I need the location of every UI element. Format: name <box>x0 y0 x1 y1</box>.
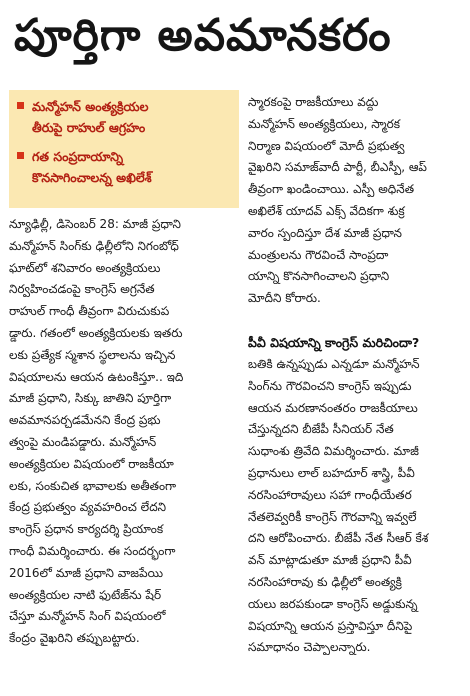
article-line: కేంద్ర ప్రభుత్వం వ్యవహరించ లేదని <box>9 500 167 515</box>
article-line: ఘాట్‌లో శనివారం అంత్యక్రియలు <box>9 260 161 275</box>
highlight-item <box>9 140 239 190</box>
article-line: తీవ్రంగా ఖండించాయి. ఎస్పీ అధినేత <box>248 182 415 197</box>
article-line: కేంద్రం వైఖరిని తప్పుబట్టారు. <box>9 631 140 646</box>
article-line: సమాధానం చెప్పాలన్నారు. <box>248 640 371 655</box>
article-line: గాంధీ విమర్శించారు. ఈ సందర్భంగా <box>9 543 176 558</box>
bullet-icon <box>17 102 24 109</box>
article-line: చేస్తూ మన్మోహన్ సింగ్ విషయంలో <box>9 609 166 624</box>
article-line: విషయాలను ఆయన ఉటంకిస్తూ.. ఇది <box>9 369 184 384</box>
article-line: వన్ మాట్లాడుతూ మాజీ ప్రధాని పీవీ <box>248 553 412 568</box>
subheading: పీవీ విషయాన్ని కాంగ్రెస్ మరిచిందా? <box>248 334 420 350</box>
highlights-box <box>9 90 239 208</box>
right-column-top <box>248 92 464 310</box>
article-line: సుధాంశు త్రివేది విమర్శించారు. మాజీ <box>248 444 419 459</box>
article-right-column <box>248 92 464 659</box>
article-line: బతికి ఉన్నప్పుడు ఎన్నడూ మన్మోహన్ <box>248 356 420 371</box>
article-line: లకు ప్రత్యేక స్మశాన స్థలాలను ఇచ్చిన <box>9 347 176 362</box>
article-line: అఖిలేశ్ యాదవ్ ఎక్స్ వేదికగా శుక్ర <box>248 203 405 218</box>
right-column-bottom <box>248 354 464 659</box>
highlight-item <box>9 90 239 140</box>
article-line: నిర్వహించడంపై కాంగ్రెస్ అగ్రనేత <box>9 282 155 297</box>
bullet-icon <box>17 152 24 159</box>
headline: పూర్తిగా అవమానకరం <box>14 10 392 61</box>
article-line: డ్డారు. గతంలో అంత్యక్రియలకు ఇతరు <box>9 325 183 340</box>
article-line: నరసింహారావు కు ఢిల్లీలో అంత్యక్రి <box>248 574 402 589</box>
article-line: త్వంపై మండిపడ్డారు. మన్మోహన్ <box>9 434 157 449</box>
article-line: యలు జరపకుండా కాంగ్రెస్ అడ్డుకున్న <box>248 596 418 611</box>
article-line: అంత్యక్రియల విషయంలో రాజకీయా <box>9 456 174 471</box>
article-line: న్యూఢిల్లీ, డిసెంబర్ 28: మాజీ ప్రధాని <box>9 217 181 231</box>
article-line: సింగ్‌ను గౌరవించని కాంగ్రెస్ ఇప్పుడు <box>248 378 412 393</box>
article-line: ప్రధానులు లాల్ బహదూర్ శాస్త్రి, పీవీ <box>248 465 415 480</box>
article-line: 2016లో మాజీ ప్రధాని వాజపేయి <box>9 565 164 580</box>
article-line: నరసింహారావులు సహా గాంధీయేతర <box>248 487 412 502</box>
article-line: కాంగ్రెస్ ప్రధాన కార్యదర్శి ప్రియాంక <box>9 522 164 537</box>
article-line: దని ఆరోపించారు. బీజేపీ నేత సీఆర్ కేశ <box>248 531 429 546</box>
highlight-text: మన్మోహన్ అంత్యక్రియల తీరుపై రాహుల్ ఆగ్రహం <box>32 99 149 135</box>
article-line: విషయాన్ని ఆయన ప్రస్తావిస్తూ దీనిపై <box>248 618 413 633</box>
article-line: వైఖరిని సమాజ్‌వాదీ పార్టీ, బీఎస్పీ, ఆప్ <box>248 160 427 175</box>
article-line: మన్మోహన్ అంత్యక్రియలు, స్మారక <box>248 116 401 131</box>
article-line: మన్మోహన్ సింగ్‌కు ఢిల్లీలోని నిగంబోధ్ <box>9 238 179 253</box>
article-line: యాన్ని కొనసాగించాలని ప్రధాని <box>248 269 390 284</box>
article-line: మంత్రులను గౌరవించే సాంప్రదా <box>248 247 389 262</box>
highlight-text: గత సంప్రదాయాన్ని కొనసాగించాలన్న అఖిలేశ్ <box>32 149 152 185</box>
article-line: అవమానపర్చడమేనని కేంద్ర ప్రభు <box>9 413 161 428</box>
article-line: లకు, సంకుచిత భావాలకు అతీతంగా <box>9 478 177 493</box>
article-line: వారం స్పందిస్తూ దేశ మాజీ ప్రధాన <box>248 225 402 240</box>
article-line: మోదీని కోరారు. <box>248 291 321 306</box>
article-line: చేస్తున్నదని బీజేపీ సీనియర్ నేత <box>248 422 394 437</box>
article-line: మాజీ ప్రధాని, సిక్కు జాతిని పూర్తిగా <box>9 391 172 406</box>
article-line: స్మారకంపై రాజకీయాలు వద్దు <box>248 95 379 109</box>
article-left-column <box>9 214 239 650</box>
article-line: నిర్మాణ విషయంలో మోదీ ప్రభుత్వ <box>248 138 405 153</box>
article-line: నేతలెవ్వరికీ కాంగ్రెస్ గౌరవాన్ని ఇవ్వలే <box>248 509 417 524</box>
article-line: ఆయన మరణానంతరం రాజకీయాలు <box>248 400 418 415</box>
article-line: అంత్యక్రియల నాటి ఫుటేజ్‌ను షేర్ <box>9 587 162 602</box>
article-line: రాహుల్ గాంధీ తీవ్రంగా విరుచుకుప <box>9 304 170 319</box>
